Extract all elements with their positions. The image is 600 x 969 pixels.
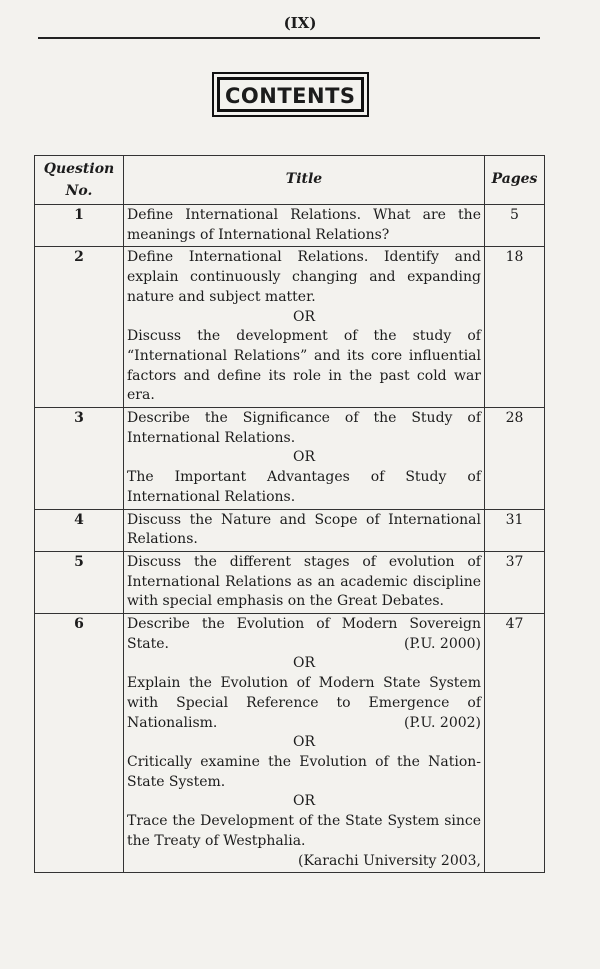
- question-title: [124, 408, 485, 510]
- contents-heading-box: [212, 72, 369, 117]
- question-title: [124, 551, 485, 613]
- table-row: [35, 247, 545, 408]
- table-row: [35, 408, 545, 510]
- question-title: [124, 509, 485, 551]
- or-separator: OR: [292, 734, 316, 751]
- question-title: [124, 205, 485, 247]
- question-number: 1: [35, 205, 124, 247]
- or-separator: OR: [292, 793, 316, 810]
- question-text-content: Define International Relations. What are the meanings of International Relations?: [127, 207, 481, 243]
- source-reference: (Karachi University 2003,: [298, 852, 481, 869]
- question-title: [124, 247, 485, 408]
- question-text-content: The Important Advantages of Study of International Relations.: [127, 469, 481, 505]
- table-row: [35, 614, 545, 873]
- question-text-content: Discuss the different stages of evolution of International Relations as an academic discipline with special emphasis on the Great Debates.: [127, 553, 481, 610]
- header-rule: [38, 37, 540, 39]
- question-text: [127, 615, 481, 654]
- question-text: [127, 553, 481, 612]
- page-reference: 5: [485, 205, 545, 247]
- question-text: [127, 674, 481, 733]
- question-text: [127, 248, 481, 307]
- table-header-row: [35, 156, 545, 205]
- source-reference: (P.U. 2000): [404, 635, 481, 652]
- question-number: 6: [35, 614, 124, 873]
- question-text: [127, 327, 481, 406]
- question-text-content: Explain the Evolution of Modern State System with Special Reference to Emergence of Nationalism.: [127, 675, 481, 731]
- page-reference: 31: [485, 509, 545, 551]
- question-number: 3: [35, 408, 124, 510]
- question-text: [127, 409, 481, 448]
- table-row: [35, 205, 545, 247]
- question-text-content: Discuss the Nature and Scope of International Relations.: [127, 511, 481, 548]
- page-reference: 37: [485, 551, 545, 613]
- question-text-content: Describe the Evolution of Modern Sovereign State.: [127, 616, 481, 652]
- question-number: 4: [35, 509, 124, 551]
- table-row: [35, 509, 545, 551]
- question-text-content: Describe the Significance of the Study of International Relations.: [127, 410, 481, 446]
- question-text-content: Critically examine the Evolution of the Nation-State System.: [127, 753, 481, 790]
- header-pages: Pages: [485, 156, 545, 205]
- contents-heading: CONTENTS: [217, 77, 364, 112]
- header-question-no: Question No.: [35, 156, 124, 205]
- or-separator: OR: [292, 308, 316, 325]
- question-text: [127, 468, 481, 507]
- question-text: [127, 812, 481, 851]
- header-title: Title: [124, 156, 485, 205]
- question-text-content: Define International Relations. Identify and explain continuously changing and expanding nature and subject matter.: [127, 249, 481, 305]
- table-row: [35, 551, 545, 613]
- question-text: [127, 753, 481, 792]
- source-reference: (P.U. 2002): [404, 714, 481, 731]
- page-number: (IX): [283, 14, 317, 32]
- question-text-content: Trace the Development of the State System since the Treaty of Westphalia.: [127, 813, 481, 849]
- question-text: [127, 206, 481, 245]
- contents-table: [34, 155, 545, 873]
- page-reference: 28: [485, 408, 545, 510]
- or-separator: OR: [292, 449, 316, 466]
- question-title: [124, 614, 485, 873]
- table-body: [35, 205, 545, 873]
- or-separator: OR: [292, 655, 316, 672]
- question-text-content: Discuss the development of the study of “International Relations” and its core influential factors and define its role in the past cold war era.: [127, 328, 481, 404]
- question-number: 2: [35, 247, 124, 408]
- page-reference: 18: [485, 247, 545, 408]
- page-reference: 47: [485, 614, 545, 873]
- question-text: [127, 511, 481, 550]
- question-number: 5: [35, 551, 124, 613]
